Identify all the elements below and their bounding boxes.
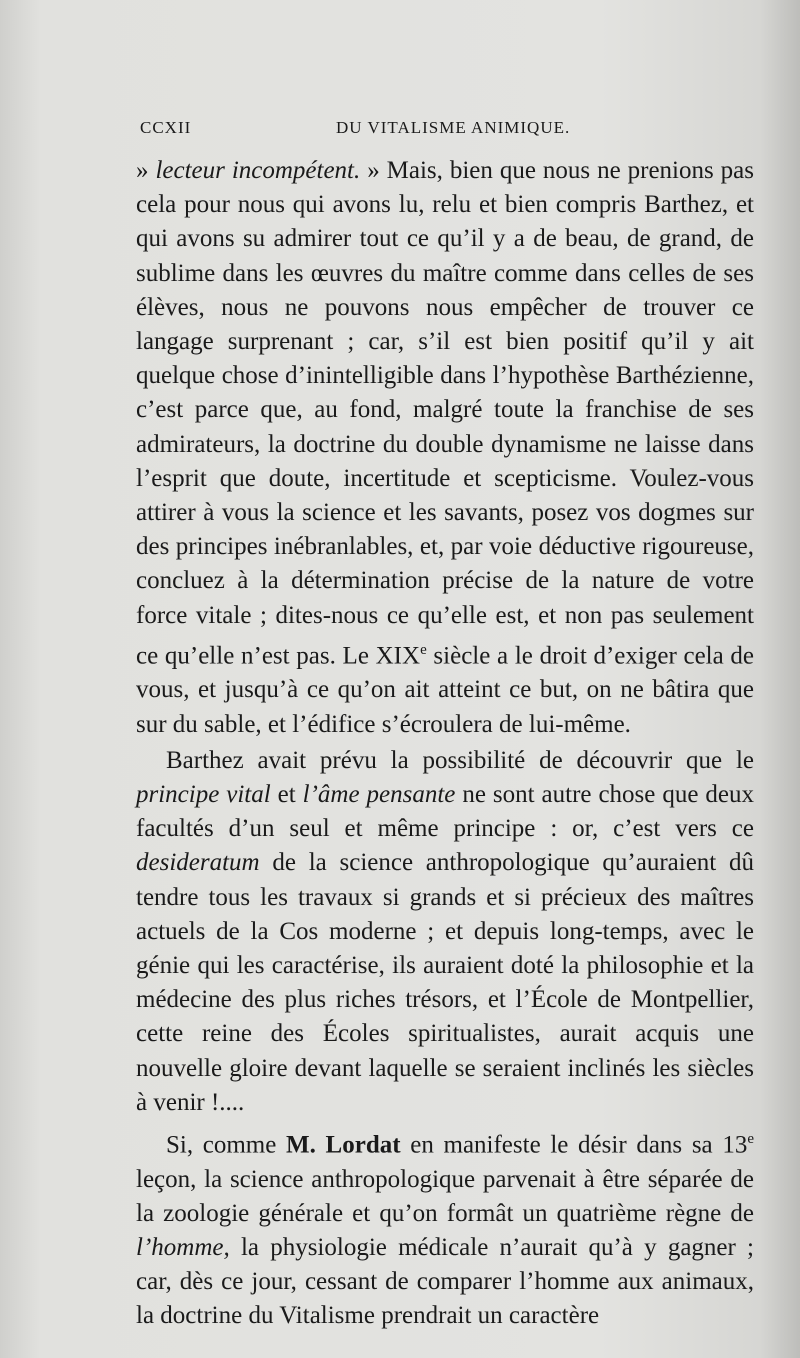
text-segment-normal: Si, comme [166,1131,287,1159]
page-header [140,118,752,142]
text-segment-sup: e [747,1131,754,1148]
text-segment-sup: e [420,641,427,658]
text-segment-normal: en manifeste le désir dans sa 13 [400,1131,748,1159]
text-segment-italic: desideratum [136,849,260,877]
text-segment-normal: la physiologie médicale n’aurait qu’à y gagner ; car, dès ce jour, cessant de comparer l’homme aux animaux, la doctrine du Vitalisme prendrait un caractère [136,1233,754,1330]
text-segment-normal: » [136,157,156,184]
text-segment-normal: et [270,780,303,808]
text-segment-normal: de la science anthropologique qu’auraient dû tendre tous les travaux si grands et si précieux des maîtres actuels de la Cos moderne ; et depuis long-temps, avec le génie qui les caractérise, ils auraient doté la philosophie et la médecine des plus riches trésors, et l’École de Montpellier, cette reine des Écoles spiritualistes, aurait acquis une nouvelle gloire devant laquelle se seraient inclinés les siècles à venir !.... [136,849,754,1116]
text-body [136,154,754,1334]
text-segment-normal: siècle a le droit d’exiger cela de vous, et jusqu’à ce qu’on ait atteint ce but, on ne bâtira que sur du sable, et l’édifice s’écroulera de lui-même. [136,642,754,738]
text-segment-italic: principe vital [136,780,271,808]
text-segment-italic: l’âme pensante [302,780,456,808]
running-title: DU VITALISME ANIMIQUE. [336,118,571,137]
page-number: CCXII [140,118,192,137]
text-segment-normal: Barthez avait prévu la possibilité de découvrir que le [166,746,754,774]
paragraph-continued [136,154,754,742]
text-segment-bold: M. Lordat [286,1131,401,1159]
paragraph-lordat [136,1122,754,1334]
text-segment-italic: l’homme, [136,1233,230,1261]
text-segment-normal: » Mais, bien que nous ne prenions pas cela pour nous qui avons lu, relu et bien compris Barthez, et qui avons su admirer tout ce qu’il y a de beau, de grand, de sublime dans les œuvres du maître comme dans celles de ses élèves, nous ne pouvons nous empêcher de trouver ce langage surprenant ; car, s’il est bien positif qu’il y ait quelque chose d’inintelligible dans l’hypothèse Barthézienne, c’est parce que, au fond, malgré toute la franchise de ses admirateurs, la doctrine du double dynamisme ne laisse dans l’esprit que doute, incertitude et scepticisme. Voulez-vous attirer à vous la science et les savants, posez vos dogmes sur des principes inébranlables, et, par voie déductive rigoureuse, concluez à la détermination précise de la nature de votre force vitale ; dites-nous ce qu’elle est, et non pas seulement ce qu’elle n’est pas. Le XIX [136,157,754,670]
paragraph-barthez [136,744,754,1120]
text-segment-italic: lecteur incompétent. [155,157,361,184]
text-segment-normal: leçon, la science anthropologique parvenait à être séparée de la zoologie générale et qu’on formât un quatrième règne de [136,1165,754,1227]
text-segment-normal: ne sont autre chose que deux facultés d’un seul et même principe : or, c’est vers ce [136,780,754,843]
